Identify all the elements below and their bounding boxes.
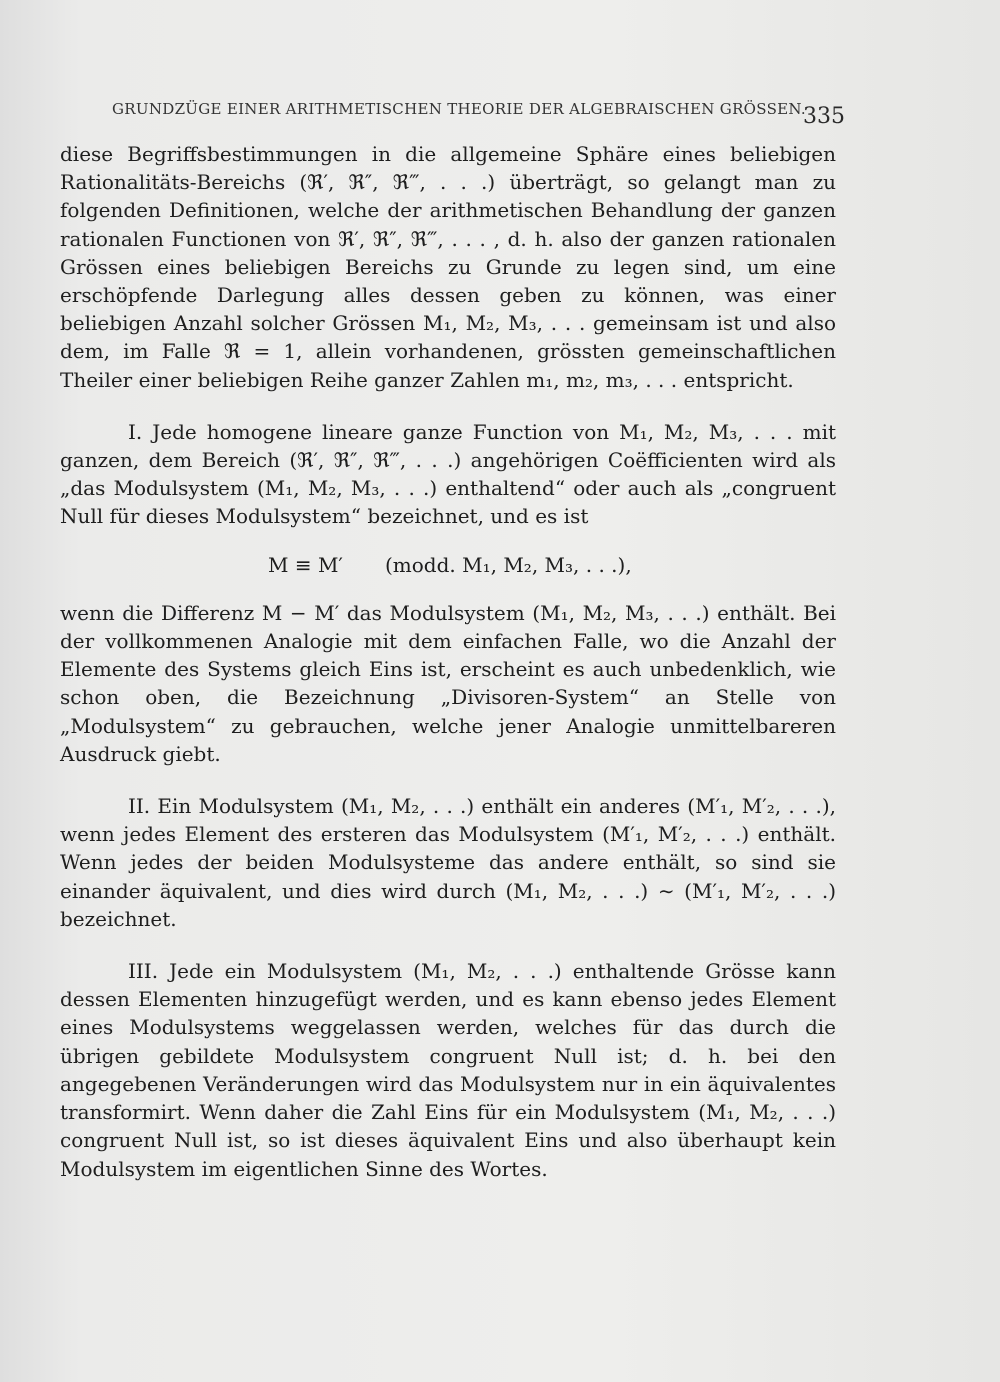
formula-left: M ≡ M′ [268, 552, 343, 577]
formula-right: (modd. M₁, M₂, M₃, . . .), [384, 552, 632, 577]
paragraph-definition-3: III. Jede ein Modulsystem (M₁, M₂, . . .) enthaltende Grösse kann dessen Elementen hinzugefügt werden, und es kann ebenso jedes Element eines Modulsystems weggelassen werden, welches für das durch die übrigen gebildete Modulsystem congruent Null ist; d. h. bei den angegebenen Veränderungen wird das Modulsystem nur in ein äquivalentes transformirt. Wenn daher die Zahl Eins für ein Modulsystem (M₁, M₂, . . .) congruent Null ist, so ist dieses äquivalent Eins und also überhaupt kein Modulsystem im eigentlichen Sinne des Wortes. [60, 959, 836, 1181]
page-body [60, 140, 836, 1183]
page-number: 335 [803, 104, 845, 129]
paragraph-intro: diese Begriffsbestimmungen in die allgemeine Sphäre eines beliebigen Rationalitäts-Bereichs (ℜ′, ℜ″, ℜ‴, . . .) überträgt, so gelangt man zu folgenden Definitionen, welche der arithmetischen Behandlung der ganzen rationalen Functionen von ℜ′, ℜ″, ℜ‴, . . . , d. h. also der ganzen rationalen Grössen eines beliebigen Bereichs zu Grunde zu legen sind, um eine erschöpfende Darlegung alles dessen geben zu können, was einer beliebigen Anzahl solcher Grössen M₁, M₂, M₃, . . . gemeinsam ist und also dem, im Falle ℜ = 1, allein vorhandenen, grössten gemeinschaftlichen Theiler einer beliebigen Reihe ganzer Zahlen m₁, m₂, m₃, . . . entspricht. [60, 142, 836, 392]
running-header: GRUNDZÜGE EINER ARITHMETISCHEN THEORIE DER ALGEBRAISCHEN GRÖSSEN. [112, 100, 806, 118]
paragraph-definition-1-continued: wenn die Differenz M − M′ das Modulsystem (M₁, M₂, M₃, . . .) enthält. Bei der vollkommenen Analogie mit dem einfachen Falle, wo die Anzahl der Elemente des Systems gleich Eins ist, erscheint es auch unbedenklich, wie schon oben, die Bezeichnung „Divisoren-System“ an Stelle von „Modulsystem“ zu gebrauchen, welche jener Analogie unmittelbareren Ausdruck giebt. [60, 600, 836, 766]
paragraph-definition-1: I. Jede homogene lineare ganze Function von M₁, M₂, M₃, . . . mit ganzen, dem Bereich (ℜ′, ℜ″, ℜ‴, . . .) angehörigen Coëfficienten wird als „das Modulsystem (M₁, M₂, M₃, . . .) enthaltend“ oder auch als „congruent Null für dieses Modulsystem“ bezeichnet, und es ist [60, 419, 836, 529]
paragraph-definition-2: II. Ein Modulsystem (M₁, M₂, . . .) enthält ein anderes (M′₁, M′₂, . . .), wenn jedes Element des ersteren das Modulsystem (M′₁, M′₂, . . .) enthält. Wenn jedes der beiden Modulsysteme das andere enthält, so sind sie einander äquivalent, und dies wird durch (M₁, M₂, . . .) ∼ (M′₁, M′₂, . . .) bezeichnet. [60, 794, 836, 931]
congruence-formula [60, 551, 836, 579]
